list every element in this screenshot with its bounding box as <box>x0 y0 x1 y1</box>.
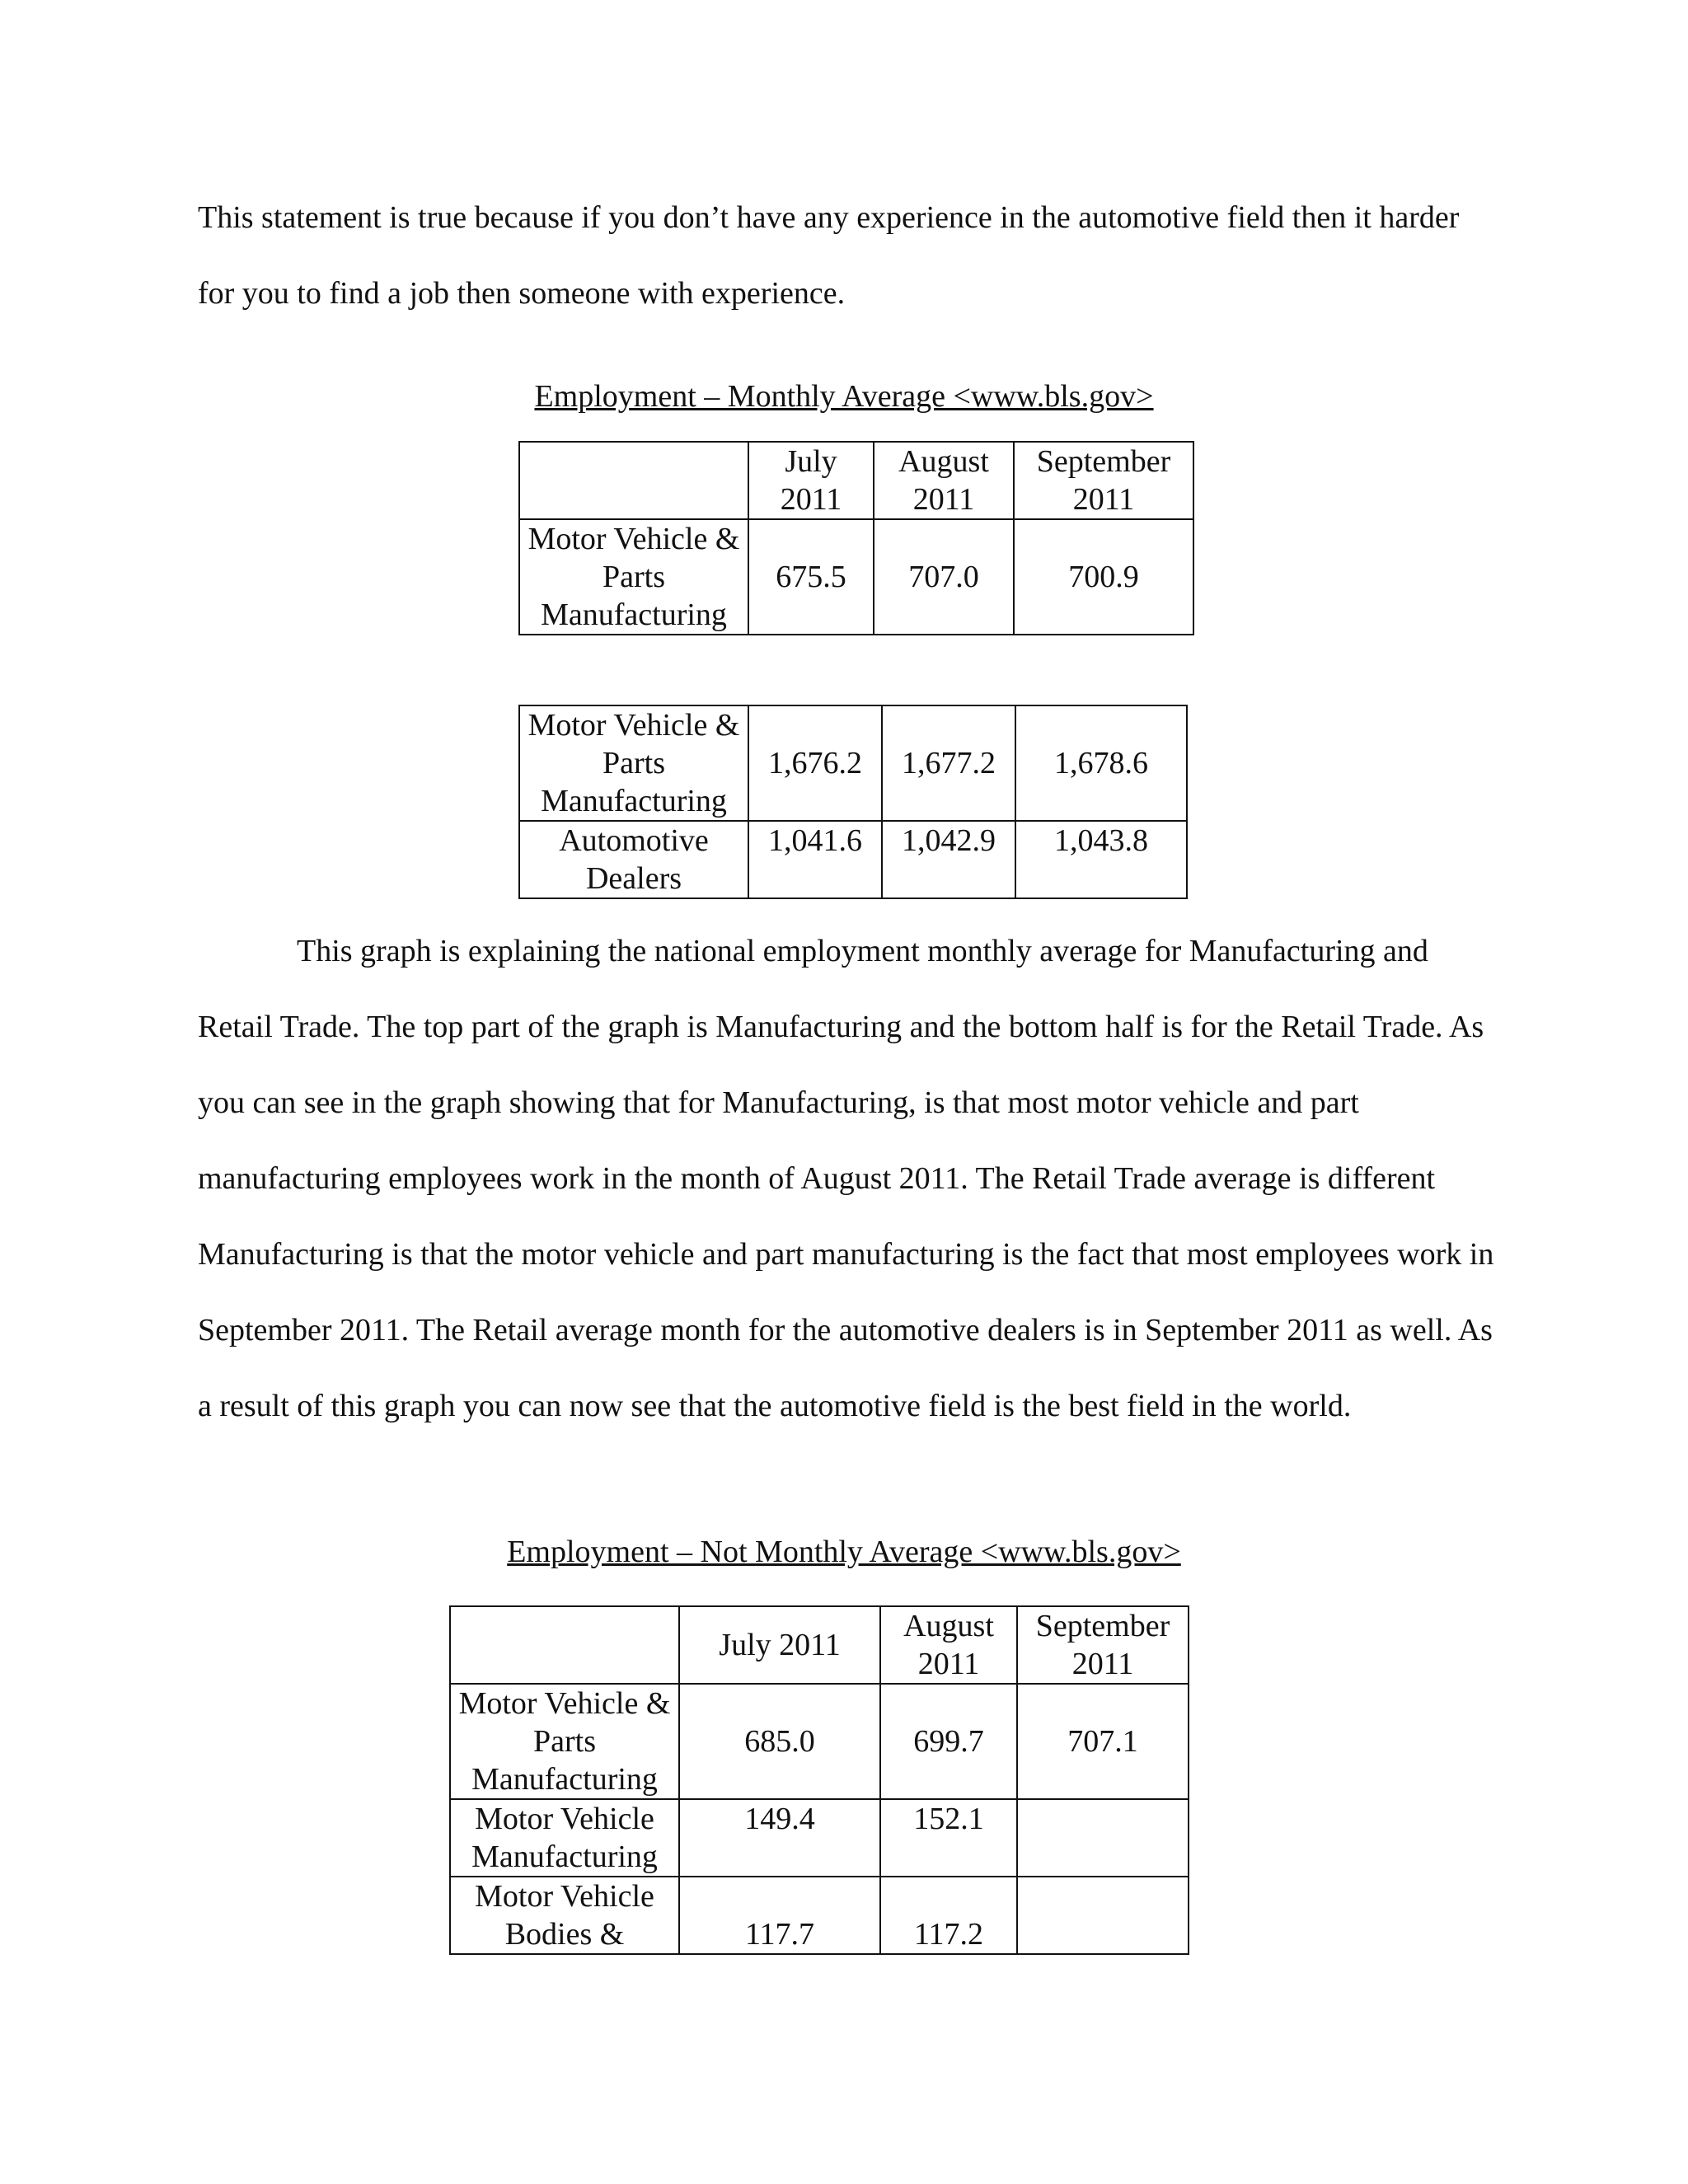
row-label-cell: Motor Vehicle Bodies & <box>450 1877 679 1954</box>
row-label-cell: Motor Vehicle & Parts Manufacturing <box>450 1684 679 1799</box>
explanation-text: This graph is explaining the national employment monthly average for Manufacturing and Retail Trade. The top part of the graph is Manufacturing and the bottom half is for the Retail Trade. As you can see in the graph showing that for Manufacturing, is that most motor vehicle and part manufacturing employees work in the month of August 2011. The Retail Trade average is different Manufacturing is that the motor vehicle and part manufacturing is the fact that most employees work in September 2011. The Retail average month for the automotive dealers is in September 2011 as well. As a result of this graph you can now see that the automotive field is the best field in the world. <box>198 934 1494 1423</box>
table-header-row <box>519 442 1193 519</box>
table-row <box>519 705 1187 821</box>
value-cell: 1,042.9 <box>882 821 1015 898</box>
value-cell: 707.0 <box>874 519 1014 635</box>
not-monthly-average-caption: Employment – Not Monthly Average <www.bls.gov> <box>507 1535 1181 1569</box>
value-cell: 1,677.2 <box>882 705 1015 821</box>
monthly-average-table <box>518 441 1194 635</box>
table-header-cell: July 2011 <box>679 1606 880 1684</box>
explanation-paragraph <box>198 913 1500 1444</box>
table-row <box>519 821 1187 898</box>
table-header-cell: September 2011 <box>1014 442 1193 519</box>
value-cell: 1,676.2 <box>748 705 882 821</box>
row-label-cell: Motor Vehicle Manufacturing <box>450 1799 679 1877</box>
value-cell: 707.1 <box>1017 1684 1189 1799</box>
value-cell: 1,041.6 <box>748 821 882 898</box>
table-header-cell <box>519 442 748 519</box>
table-header-cell <box>450 1606 679 1684</box>
table-row <box>450 1799 1189 1877</box>
value-cell: 1,043.8 <box>1015 821 1187 898</box>
value-cell <box>1017 1877 1189 1954</box>
value-cell: 1,678.6 <box>1015 705 1187 821</box>
row-label-cell: Motor Vehicle & Parts Manufacturing <box>519 519 748 635</box>
table-header-cell: August 2011 <box>880 1606 1017 1684</box>
table-header-row <box>450 1606 1189 1684</box>
table-row <box>519 519 1193 635</box>
value-cell: 152.1 <box>880 1799 1017 1877</box>
value-cell <box>1017 1799 1189 1877</box>
value-cell: 149.4 <box>679 1799 880 1877</box>
table-row <box>450 1877 1189 1954</box>
not-monthly-average-table <box>449 1605 1189 1955</box>
intro-paragraph: This statement is true because if you don’t have any experience in the automotive field then it harder for you to find a job then someone with experience. <box>198 200 1460 311</box>
value-cell: 700.9 <box>1014 519 1193 635</box>
value-cell: 117.7 <box>679 1877 880 1954</box>
value-cell: 685.0 <box>679 1684 880 1799</box>
value-cell: 675.5 <box>748 519 874 635</box>
table-header-cell: September 2011 <box>1017 1606 1189 1684</box>
monthly-average-caption: Employment – Monthly Average <www.bls.gov> <box>534 379 1154 414</box>
value-cell: 699.7 <box>880 1684 1017 1799</box>
table-header-cell: August 2011 <box>874 442 1014 519</box>
retail-manufacturing-table <box>518 705 1188 899</box>
row-label-cell: Automotive Dealers <box>519 821 748 898</box>
table-row <box>450 1684 1189 1799</box>
table-header-cell: July 2011 <box>748 442 874 519</box>
value-cell: 117.2 <box>880 1877 1017 1954</box>
row-label-cell: Motor Vehicle & Parts Manufacturing <box>519 705 748 821</box>
